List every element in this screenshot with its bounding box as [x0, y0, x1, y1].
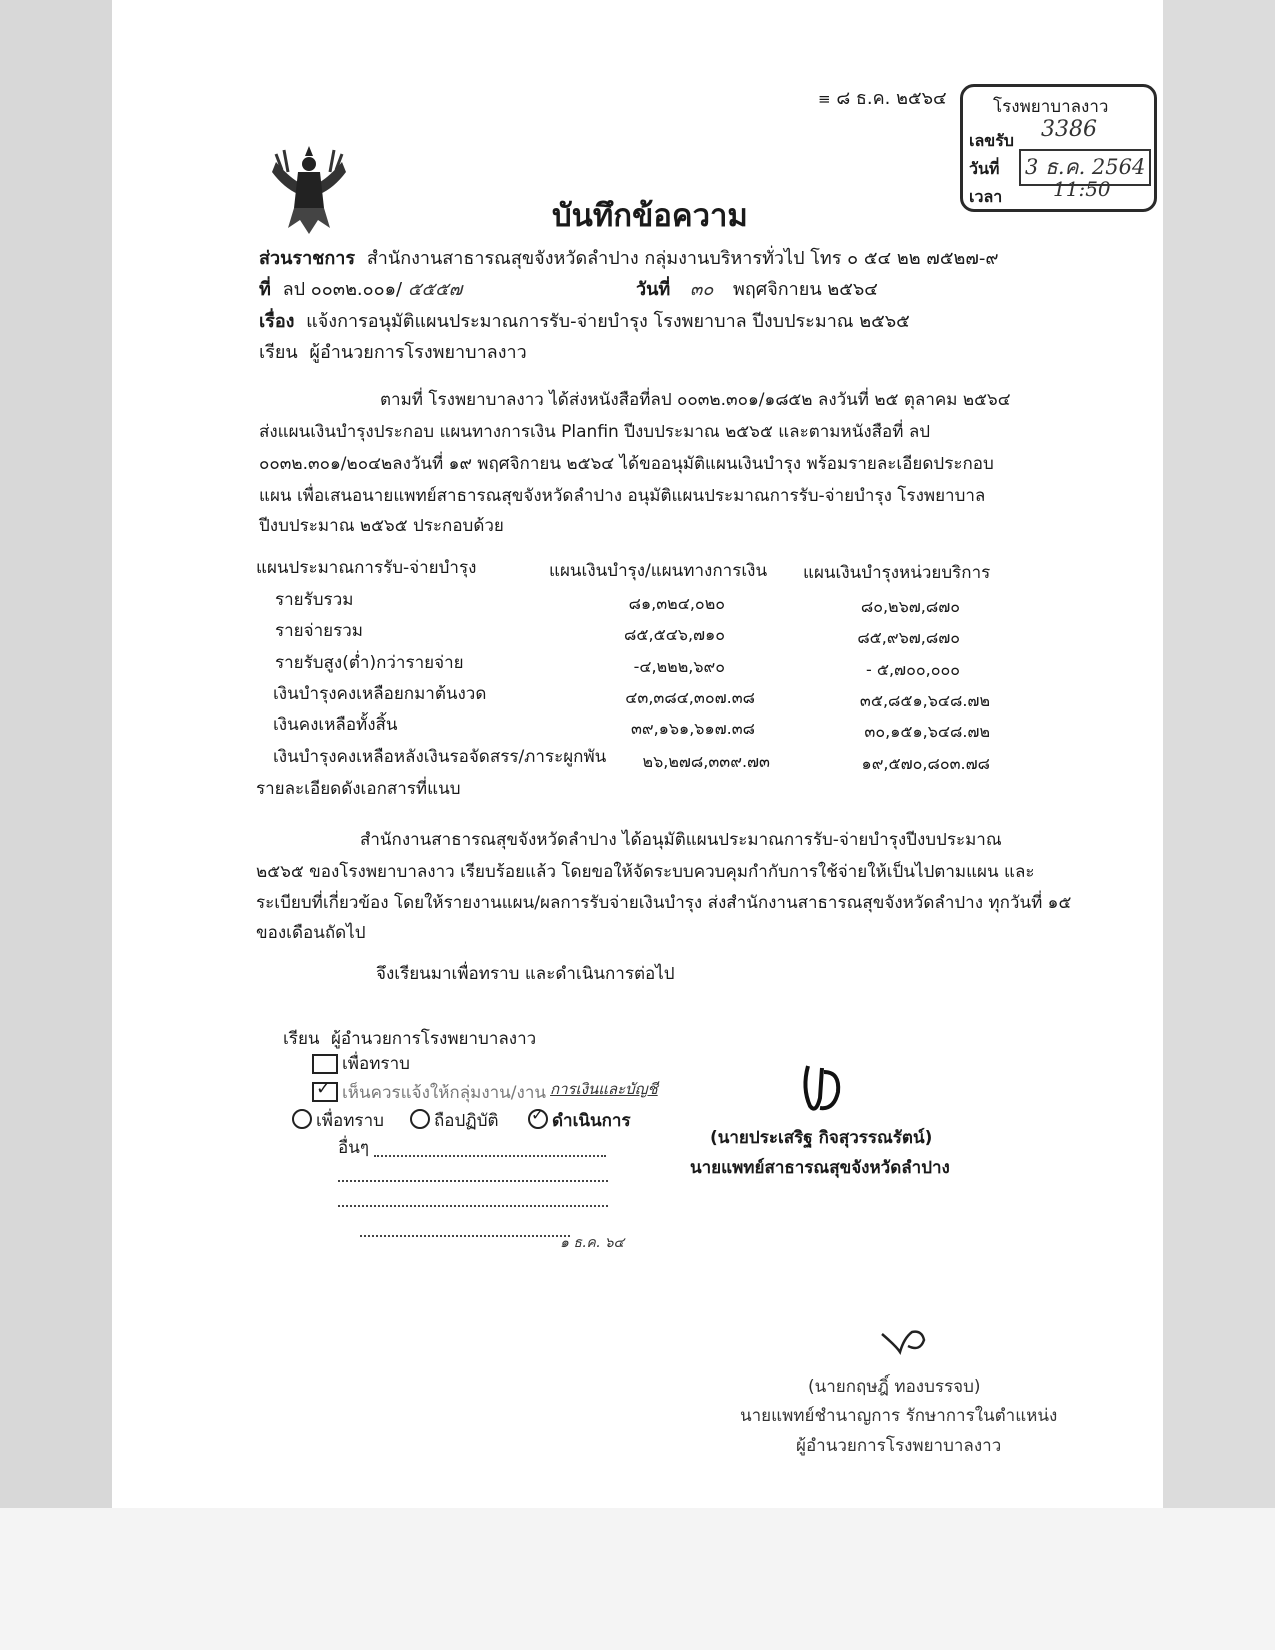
received-date-note [818, 83, 947, 112]
agency-line [259, 243, 999, 272]
body2-line-1: สำนักงานสาธารณสุขจังหวัดลำปาง ได้อนุมัติแผนประมาณการรับ-จ่ายบำรุงปีงบประมาณ [360, 830, 1002, 850]
table-row-label: เงินคงเหลือทั้งสิ้น [273, 715, 398, 735]
table-row-unit-value: ๘๐,๒๖๗,๘๗๐ [860, 597, 960, 616]
date-day-handwritten: ๓๐ [690, 279, 714, 300]
agency-value: สำนักงานสาธารณสุขจังหวัดลำปาง กลุ่มงานบริหารทั่วไป โทร ๐ ๕๔ ๒๒ ๗๕๒๗-๙ [366, 248, 999, 269]
body1-line-3: ๐๐๓๒.๓๐๑/๒๐๔๒ลงวันที่ ๑๙ พฤศจิกายน ๒๕๖๔ ได้ขออนุมัติแผนเงินบำรุง พร้อมรายละเอียดประกอบ [259, 454, 994, 474]
reference-handwritten: ๕๕๕๗ [407, 279, 463, 300]
stamp-time: 11:50 [1053, 177, 1111, 201]
garuda-emblem-icon [268, 142, 350, 240]
subject-value: แจ้งการอนุมัติแผนประมาณการรับ-จ่ายบำรุง โรงพยาบาล ปีงบประมาณ ๒๕๖๕ [306, 311, 910, 332]
table-row-unit-value: ๘๕,๙๖๗,๘๗๐ [857, 628, 960, 647]
table-header-item: แผนประมาณการรับ-จ่ายบำรุง [256, 558, 477, 578]
to-label: เรียน [259, 342, 298, 363]
routing-date-handwritten: ๑ ธ.ค. ๖๔ [560, 1235, 625, 1251]
body2-line-2: ๒๕๖๕ ของโรงพยาบาลงาว เรียบร้อยแล้ว โดยขอให้จัดระบบควบคุมกำกับการใช้จ่ายให้เป็นไปตามแผน และ [256, 862, 1035, 882]
radio-inform [292, 1109, 312, 1129]
table-row-plan-value: ๔๓,๓๘๔,๓๐๗.๓๘ [625, 688, 755, 707]
dotted-line [338, 1205, 608, 1207]
scan-left-edge [0, 0, 112, 1508]
radio-inform-label: เพื่อทราบ [316, 1111, 384, 1131]
routing-to-line [283, 1025, 536, 1052]
table-header-unit: แผนเงินบำรุงหน่วยบริการ [803, 563, 991, 583]
routing-to-label: เรียน [283, 1029, 320, 1049]
stamp-date: 3 ธ.ค. 2564 [1019, 149, 1151, 186]
body1-line-4: แผน เพื่อเสนอนายแพทย์สาธารณสุขจังหวัดลำปาง อนุมัติแผนประมาณการรับ-จ่ายบำรุง โรงพยาบาล [259, 486, 986, 506]
receive-stamp [960, 84, 1157, 212]
received-mark-icon: ≡ [818, 90, 831, 108]
subject-line [259, 306, 910, 335]
stamp-number-label: เลขรับ [969, 131, 1014, 150]
table-row-label: เงินบำรุงคงเหลือหลังเงินรอจัดสรร/ภาระผูกพัน [273, 747, 607, 767]
forward-handwritten-unit: การเงินและบัญชี [550, 1080, 658, 1098]
date-line [636, 274, 878, 303]
other-dotted-line [374, 1155, 606, 1157]
inform-option-label: เพื่อทราบ [342, 1054, 410, 1074]
table-row-label: รายจ่ายรวม [275, 621, 363, 641]
table-row-label: รายรับรวม [275, 590, 354, 610]
reference-number: ลป ๐๐๓๒.๐๐๑/ [282, 279, 403, 300]
table-row-plan-value: ๓๙,๑๖๑,๖๑๗.๓๘ [630, 719, 755, 738]
table-row-unit-value: ๓๕,๘๕๑,๖๔๘.๗๒ [859, 691, 990, 710]
to-line [259, 337, 527, 366]
table-footer-note: รายละเอียดดังเอกสารที่แนบ [256, 779, 461, 799]
signature-2-icon [878, 1326, 930, 1356]
table-row-plan-value: ๘๑,๓๒๔,๐๒๐ [628, 594, 725, 613]
forward-option-label: เห็นควรแจ้งให้กลุ่มงาน/งาน [342, 1083, 546, 1103]
to-value: ผู้อำนวยการโรงพยาบาลงาว [309, 342, 527, 363]
body2-line-4: ของเดือนถัดไป [256, 923, 366, 943]
table-row-plan-value: ๒๖,๒๗๘,๓๓๙.๗๓ [642, 752, 770, 771]
inform-checkbox [312, 1054, 338, 1074]
check-mark-icon: ✓ [531, 1105, 545, 1124]
table-row-unit-value: ๑๙,๕๗๐,๘๐๓.๗๘ [861, 754, 990, 773]
body1-line-2: ส่งแผนเงินบำรุงประกอบ แผนทางการเงิน Planfin ปีงบประมาณ ๒๕๖๕ และตามหนังสือที่ ลป [259, 422, 931, 442]
other-label: อื่นๆ [338, 1138, 369, 1158]
table-row-plan-value: -๔,๒๒๒,๖๙๐ [633, 657, 725, 676]
stamp-time-label: เวลา [969, 187, 1003, 206]
dotted-line [338, 1180, 608, 1182]
radio-action-label: ดำเนินการ [552, 1111, 631, 1131]
subject-label: เรื่อง [259, 311, 295, 332]
table-row-unit-value: - ๕,๗๐๐,๐๐๐ [866, 660, 960, 679]
table-row-unit-value: ๓๐,๑๕๑,๖๔๘.๗๒ [864, 722, 990, 741]
signer1-name: (นายประเสริฐ กิจสุวรรณรัตน์) [710, 1128, 933, 1148]
reference-label: ที่ [259, 279, 271, 300]
radio-comply [410, 1109, 430, 1129]
radio-comply-label: ถือปฏิบัติ [434, 1111, 499, 1131]
reference-line [259, 274, 462, 303]
scan-bottom-margin [0, 1508, 1275, 1650]
table-header-plan: แผนเงินบำรุง/แผนทางการเงิน [549, 561, 768, 581]
agency-label: ส่วนราชการ [259, 248, 356, 269]
date-dotted-line [360, 1235, 570, 1237]
signer2-position-line-2: ผู้อำนวยการโรงพยาบาลงาว [796, 1436, 1002, 1456]
body1-line-5: ปีงบประมาณ ๒๕๖๕ ประกอบด้วย [259, 516, 504, 536]
signer2-name: (นายกฤษฎิ์ ทองบรรจบ) [808, 1377, 981, 1397]
table-row-label: เงินบำรุงคงเหลือยกมาต้นงวด [273, 684, 487, 704]
stamp-org: โรงพยาบาลงาว [993, 97, 1109, 117]
check-mark-icon: ✓ [316, 1078, 332, 1099]
routing-to-value: ผู้อำนวยการโรงพยาบาลงาว [330, 1029, 537, 1049]
scan-right-edge [1163, 0, 1275, 1508]
signer1-position: นายแพทย์สาธารณสุขจังหวัดลำปาง [690, 1158, 950, 1178]
closing-line: จึงเรียนมาเพื่อทราบ และดำเนินการต่อไป [376, 964, 675, 984]
signature-1-icon [798, 1058, 848, 1118]
signer2-position-line-1: นายแพทย์ชำนาญการ รักษาการในตำแหน่ง [740, 1406, 1058, 1426]
stamp-number: 3386 [1041, 117, 1097, 142]
body1-line-1: ตามที่ โรงพยาบาลงาว ได้ส่งหนังสือที่ลป ๐๐๓๒.๓๐๑/๑๘๕๒ ลงวันที่ ๒๕ ตุลาคม ๒๕๖๔ [380, 390, 1011, 410]
received-date-text: ๘ ธ.ค. ๒๕๖๔ [836, 88, 947, 109]
table-row-plan-value: ๘๕,๕๔๖,๗๑๐ [624, 625, 725, 644]
stamp-date-label: วันที่ [969, 159, 1000, 178]
forward-checkbox [312, 1078, 338, 1102]
date-value: พฤศจิกายน ๒๕๖๔ [733, 279, 878, 300]
date-label: วันที่ [636, 279, 671, 300]
body2-line-3: ระเบียบที่เกี่ยวข้อง โดยให้รายงานแผน/ผลการรับจ่ายเงินบำรุง ส่งสำนักงานสาธารณสุขจังหวัดลำปาง ทุกวันที่ ๑๕ [256, 893, 1072, 913]
memo-title: บันทึกข้อความ [552, 198, 748, 234]
table-row-label: รายรับสูง(ต่ำ)กว่ารายจ่าย [275, 653, 464, 673]
radio-action [528, 1105, 548, 1129]
